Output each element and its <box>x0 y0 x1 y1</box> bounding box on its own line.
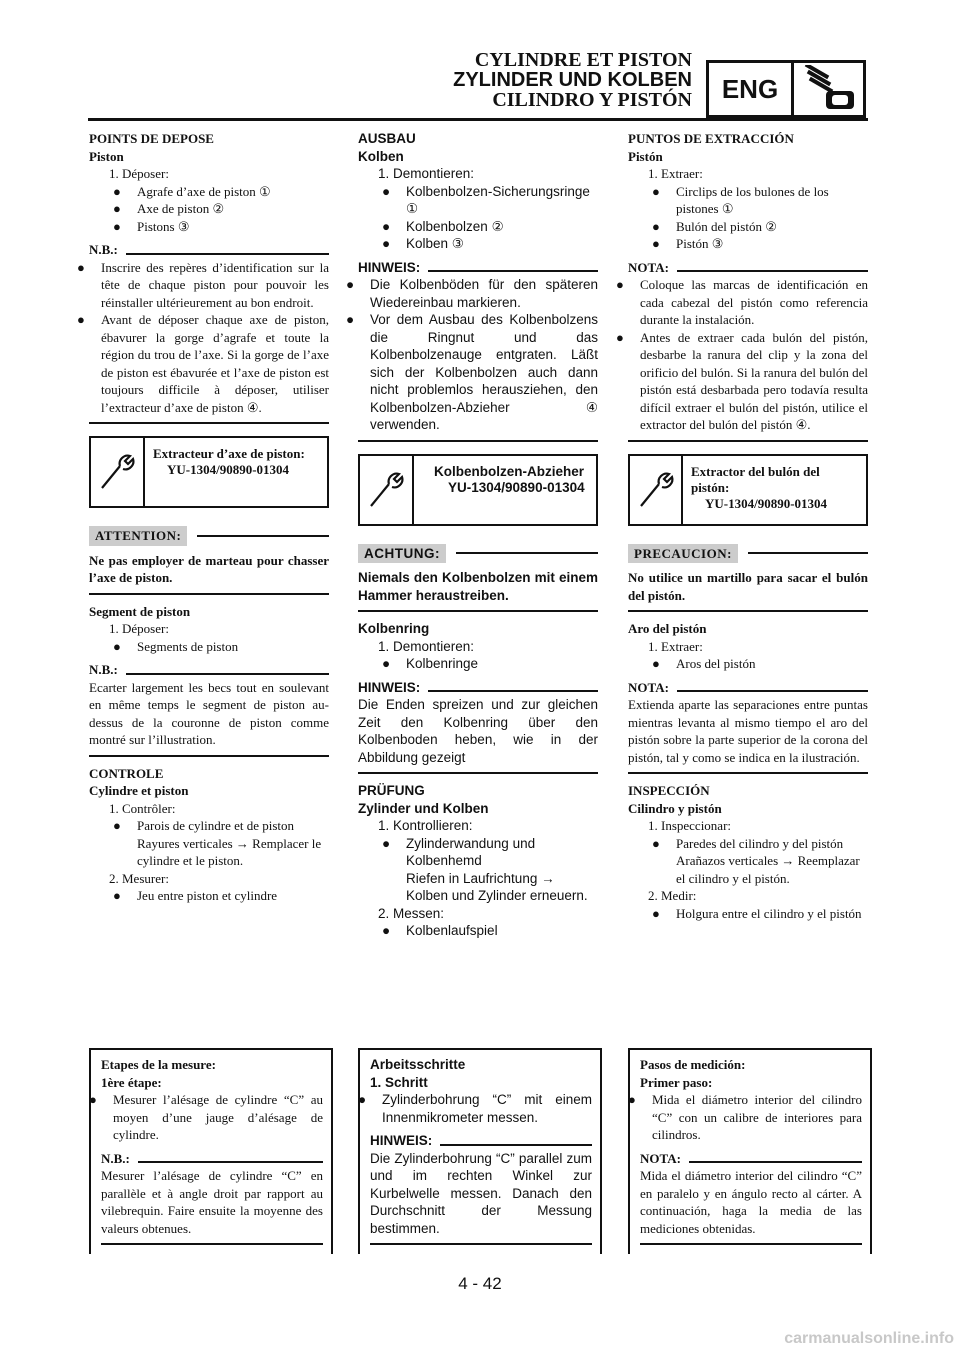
check-subheading: Zylinder und Kolben <box>358 800 489 816</box>
ring-heading: Aro del pistón <box>628 621 707 636</box>
list-item: ● Kolbenbolzen ② <box>382 218 504 234</box>
divider <box>640 1243 862 1245</box>
divider <box>101 1243 323 1245</box>
step: 1. Déposer: <box>109 621 169 636</box>
list-item: ● Kolben ③ <box>382 236 464 251</box>
step: 2. Medir: <box>648 888 697 903</box>
tool-icon <box>630 456 683 524</box>
list-item: ● Kolbenringe <box>382 656 479 671</box>
step: 1. Extraer: <box>648 166 703 181</box>
box-item: ● Zylinderbohrung “C” mit einem Innenmikrometer messen. <box>358 1092 592 1125</box>
note-header: N.B.: <box>89 241 329 259</box>
title-es: CILINDRO Y PISTÓN <box>492 89 692 111</box>
list-item: ● Jeu entre piston et cylindre <box>113 888 278 903</box>
divider <box>370 1243 592 1245</box>
box-subheading: Primer paso: <box>640 1074 713 1090</box>
caution-header: PRECAUCION: <box>628 544 868 564</box>
step: 1. Contrôler: <box>109 800 176 816</box>
watermark: carmanualsonline.info <box>784 1330 954 1347</box>
list-item: ● Bulón del pistón ② <box>652 218 777 234</box>
note-text: Die Enden spreizen und zur gleichen Zeit den Kolbenring über den Kolbenboden heben, wie in der Abbildung gezeigt <box>358 697 598 765</box>
special-tool-box <box>358 454 598 526</box>
note-item: ● Inscrire des repères d’identification sur la tête de chaque piston pour pouvoir les réinstaller ultérieurement au bon endroit. <box>77 259 329 310</box>
note-item: ● Die Kolbenböden für den späteren Wiedereinbau markieren. <box>346 277 598 310</box>
tool-name: Extractor del bulón del pistón: <box>691 463 820 495</box>
tool-code: YU-1304/90890-01304 <box>448 479 585 495</box>
title-de: ZYLINDER UND KOLBEN <box>453 69 692 91</box>
divider <box>628 440 868 442</box>
note-item: ● Vor dem Ausbau des Kolbenbolzens die Ringnut und das Kolbenbolzenauge entgraten. Läßt sich der Kolbenbolzen auch dann nicht problemlos herausziehen, den Kolbenbolzen-Abzieher ④ verwenden. <box>346 312 598 432</box>
list-item: ● Holgura entre el cilindro y el pistón <box>652 905 862 921</box>
list-item-detail: Arañazos verticales → Reemplazar el cilindro y el pistón. <box>676 853 860 886</box>
list-item: ● Agrafe d’axe de piston ① <box>113 183 271 199</box>
step: 2. Messen: <box>378 905 445 921</box>
box-item: ● Mida el diámetro interior del cilindro “C” con un calibre de interiores para cilindros. <box>628 1092 862 1142</box>
step: 1. Demontieren: <box>378 638 475 654</box>
list-item: ● Kolbenbolzen-Sicherungsringe ① <box>382 183 590 216</box>
check-subheading: Cylindre et piston <box>89 783 189 798</box>
note-header: HINWEIS: <box>358 259 598 277</box>
divider <box>89 422 329 424</box>
list-item-detail: Riefen in Laufrichtung → Kolben und Zylinder erneuern. <box>406 870 588 903</box>
piston-heading: Piston <box>89 148 124 164</box>
note-header: NOTA: <box>628 259 868 277</box>
list-item: ● Axe de piston ② <box>113 201 225 216</box>
page-number: 4 - 42 <box>458 1274 502 1293</box>
list-item: ● Zylinderwandung und Kolbenhemd <box>382 835 536 868</box>
page-header-titles <box>453 50 692 110</box>
list-item: ● Pistons ③ <box>113 218 190 234</box>
tool-code: YU-1304/90890-01304 <box>167 462 290 477</box>
check-heading: CONTROLE <box>89 765 164 781</box>
list-item: ● Paredes del cilindro y del pistón <box>652 835 844 851</box>
box-heading: Etapes de la mesure: <box>101 1057 216 1072</box>
tool-code: YU-1304/90890-01304 <box>705 495 828 511</box>
caution-text: No utilice un martillo para sacar el bulón del pistón. <box>628 570 868 603</box>
tool-icon <box>91 438 145 506</box>
note-item: ● Antes de extraer cada bulón del pistón, desbarbe la ranura del clip y la zona del orificio del bulón. Si la ranura del bulón del pistón está desbarbada pero todavía resulta difícil extraer el bulón del pistón, utilice el extractor del bulón del pistón ④. <box>616 329 868 432</box>
removal-heading: PUNTOS DE EXTRACCIÓN <box>628 131 794 146</box>
section-badge <box>706 60 866 118</box>
note-header: NOTA: <box>628 679 868 697</box>
check-heading: PRÜFUNG <box>358 783 425 798</box>
caution-header: ACHTUNG: <box>358 544 598 564</box>
tool-name: Kolbenbolzen-Abzieher <box>434 463 585 479</box>
box-note-text: Die Zylinderbohrung “C” parallel zum und im rechten Winkel zur Kurbelwelle messen. Danach den Durchschnitt der Messung bestimmen. <box>370 1150 592 1236</box>
column-spanish <box>616 130 868 922</box>
divider <box>358 440 598 442</box>
step: 1. Inspeccionar: <box>648 818 732 833</box>
header-rule <box>88 118 868 121</box>
divider <box>89 593 329 595</box>
step: 1. Déposer: <box>109 166 169 181</box>
piston-heading: Pistón <box>628 148 663 164</box>
list-item: ● Pistón ③ <box>652 236 724 251</box>
box-note-text: Mesurer l’alésage de cylindre “C” en parallèle et à angle droit par rapport au vilebrequin. Faire ensuite la moyenne des valeurs obtenues. <box>101 1168 323 1236</box>
list-item-detail: Rayures verticales → Remplacer le cylindre et le piston. <box>137 835 322 868</box>
list-item: ● Segments de piston <box>113 638 239 654</box>
note-text: Extienda aparte las separaciones entre puntas mientras levanta al mismo tiempo el aro del pistón sobre la parte superior de la corona del pistón, tal y como se indica en la ilustración. <box>628 697 868 765</box>
divider <box>628 610 868 612</box>
list-item: ● Parois de cylindre et de piston <box>113 818 295 833</box>
divider <box>358 772 598 774</box>
caution-text: Ne pas employer de marteau pour chasser l’axe de piston. <box>89 552 329 585</box>
measurement-box-french <box>89 1048 333 1254</box>
tool-name: Extracteur d’axe de piston: <box>153 446 305 461</box>
note-header: N.B.: <box>101 1150 323 1168</box>
measurement-box-spanish <box>628 1048 872 1254</box>
check-heading: INSPECCIÓN <box>628 783 710 798</box>
ring-heading: Kolbenring <box>358 621 430 636</box>
note-item: ● Avant de déposer chaque axe de piston, ébavurer la gorge d’agrafe et toute la région du trou de l’axe. Si la gorge de l’axe de piston est ébavurée et l’axe de piston est toujours difficile à déposer, utiliser l’extracteur d’axe de piston ④. <box>77 312 329 415</box>
special-tool-box <box>89 436 329 508</box>
box-note-text: Mida el diámetro interior del cilindro “C” en paralelo y en ángulo recto al cárter. A continuación, haga la media de las mediciones obtenidas. <box>640 1168 862 1236</box>
list-item: ● Circlips de los bulones de los pistones ① <box>652 183 829 216</box>
engine-icon <box>794 63 863 115</box>
caution-text: Niemals den Kolbenbolzen mit einem Hammer heraustreiben. <box>358 570 598 603</box>
box-item: ● Mesurer l’alésage de cylindre “C” au moyen d’une jauge d’alésage de cylindre. <box>89 1092 323 1142</box>
note-text: Ecarter largement les becs tout en soulevant en même temps le segment de piston au-dessus de la couronne de piston comme montré sur l’illustration. <box>89 679 329 747</box>
step: 1. Kontrollieren: <box>378 818 473 833</box>
special-tool-box <box>628 454 868 526</box>
note-header: HINWEIS: <box>370 1132 592 1150</box>
box-heading: Pasos de medición: <box>640 1057 746 1072</box>
measurement-box-german <box>358 1048 602 1254</box>
caution-header: ATTENTION: <box>89 526 329 546</box>
column-german <box>346 130 598 940</box>
title-fr: CYLINDRE ET PISTON <box>474 49 692 71</box>
note-item: ● Coloque las marcas de identificación en cada cabezal del pistón como referencia durante la instalación. <box>616 277 868 327</box>
box-subheading: 1ère étape: <box>101 1074 162 1090</box>
ring-heading: Segment de piston <box>89 603 191 619</box>
divider <box>628 772 868 774</box>
removal-heading: AUSBAU <box>358 131 416 146</box>
step: 2. Mesurer: <box>109 870 169 886</box>
note-header: NOTA: <box>640 1150 862 1168</box>
box-heading: Arbeitsschritte <box>370 1057 466 1072</box>
removal-heading: POINTS DE DEPOSE <box>89 131 214 146</box>
section-label: ENG <box>709 63 794 115</box>
list-item: ● Kolbenlaufspiel <box>382 923 498 938</box>
box-subheading: 1. Schritt <box>370 1074 428 1090</box>
column-french <box>77 130 329 905</box>
check-subheading: Cilindro y pistón <box>628 800 722 816</box>
step: 1. Extraer: <box>648 638 703 654</box>
list-item: ● Aros del pistón <box>652 656 756 671</box>
step: 1. Demontieren: <box>378 166 475 181</box>
note-header: HINWEIS: <box>358 679 598 697</box>
divider <box>358 610 598 612</box>
divider <box>89 755 329 757</box>
piston-heading: Kolben <box>358 148 404 164</box>
note-header: N.B.: <box>89 661 329 679</box>
tool-icon <box>360 456 414 524</box>
